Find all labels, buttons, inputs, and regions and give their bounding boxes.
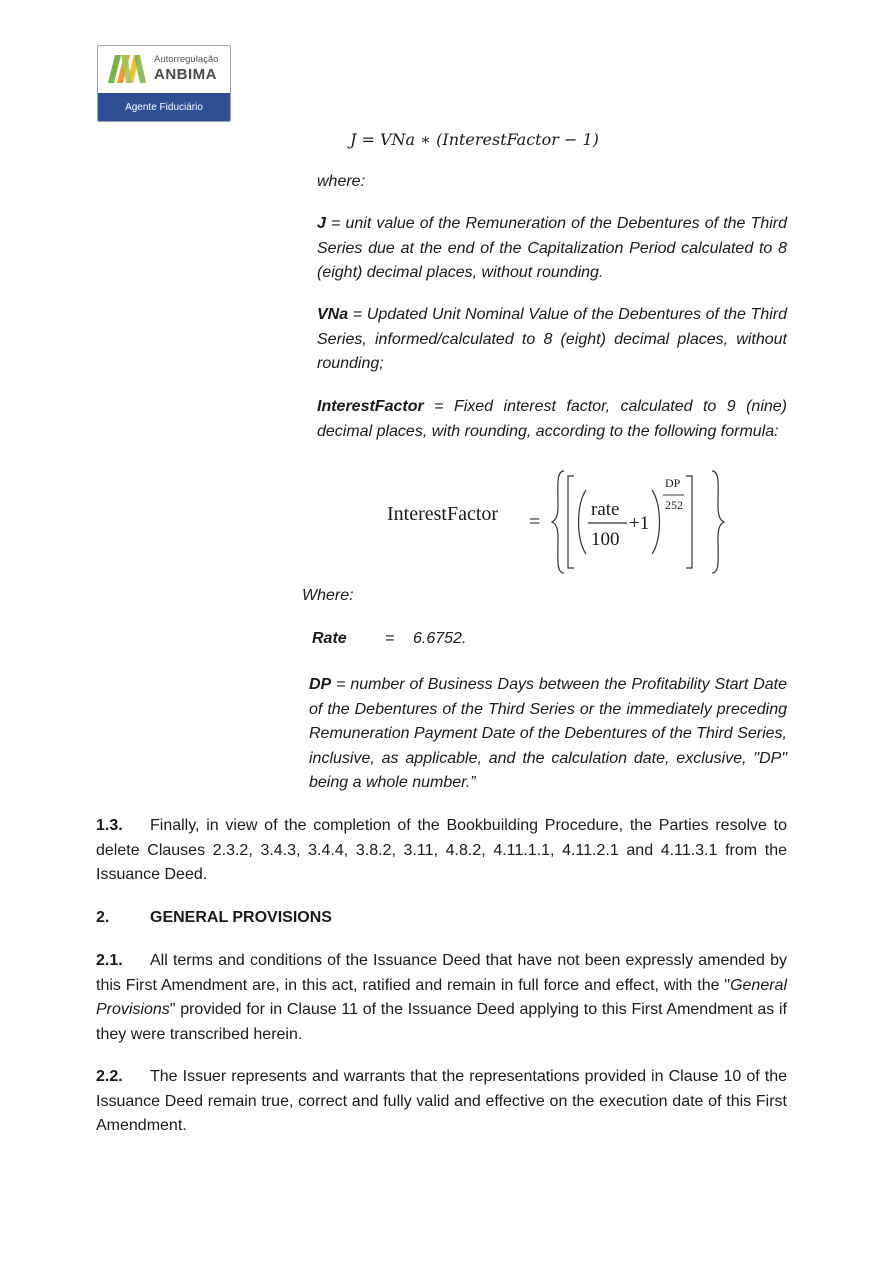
clause-2-2 xyxy=(96,1065,787,1139)
clause-1-3-text: Finally, in view of the completion of the Bookbuilding Procedure, the Parties resolve to delete Clauses 2.3.2, 3.4.3, 3.4.4, 3.8.2, 3.11, 4.8.2, 4.11.1.1, 4.11.2.1 and 4.11.3.1 from the Issuance Deed. xyxy=(96,817,787,883)
definition-j xyxy=(317,212,787,286)
formula-exp-numerator: DP xyxy=(665,476,681,490)
definition-vna-term: VNa xyxy=(317,306,349,323)
definition-j-term: J xyxy=(317,215,326,232)
clause-1-3 xyxy=(96,814,787,888)
clause-2-1-number: 2.1. xyxy=(96,952,123,969)
section-2-title: GENERAL PROVISIONS xyxy=(150,909,332,926)
definition-interest-term: InterestFactor xyxy=(317,398,424,415)
anbima-logo xyxy=(97,45,231,122)
clause-2-1-text-a: All terms and conditions of the Issuance Deed that have not been expressly amended by this First Amendment are, in this act, ratified and remain in full force and effect, with the " xyxy=(96,952,787,994)
definition-rate-term: Rate xyxy=(312,630,347,647)
clause-2-2-text: The Issuer represents and warrants that the representations provided in Clause 10 of the Issuance Deed remain true, correct and fully valid and effective on the execution date of this First Amendment. xyxy=(96,1068,787,1134)
clause-2-1-italic: General Provisions xyxy=(96,976,787,1018)
logo-bottom-bar: Agente Fiduciário xyxy=(98,93,230,122)
definition-rate-value: 6.6752. xyxy=(413,630,467,647)
definition-interest-factor xyxy=(317,395,787,444)
where-label-2: Where: xyxy=(302,587,354,604)
definition-interest-text: = Fixed interest factor, calculated to 9 (nine) decimal places, with rounding, according to the following formula: xyxy=(317,398,787,440)
clause-1-3-number: 1.3. xyxy=(96,817,123,834)
clause-2-1-text-b: " provided for in Clause 11 of the Issuance Deed applying to this First Amendment as if they were transcribed herein. xyxy=(96,1001,787,1043)
formula-numerator: rate xyxy=(591,499,620,520)
definition-rate xyxy=(312,627,347,652)
logo-top xyxy=(98,46,230,92)
formula-plus-one: +1 xyxy=(629,513,650,534)
definition-dp xyxy=(309,673,787,796)
formula-exp-denominator: 252 xyxy=(665,498,683,512)
clause-2-1 xyxy=(96,949,787,1047)
formula-denominator: 100 xyxy=(591,529,620,550)
formula-lhs: InterestFactor xyxy=(387,503,499,525)
definition-vna-text: = Updated Unit Nominal Value of the Debentures of the Third Series, informed/calculated to 8 (eight) decimal places, without rounding; xyxy=(317,306,787,372)
section-2-number: 2. xyxy=(96,909,110,926)
logo-small-text: Autorregulação xyxy=(154,54,219,65)
anbima-mark-icon xyxy=(108,55,146,83)
definition-j-text: = unit value of the Remuneration of the Debentures of the Third Series due at the end of the Capitalization Period calculated to 8 (eight) decimal places, without rounding. xyxy=(317,215,787,281)
formula-j: J = VNa ∗ (InterestFactor − 1) xyxy=(350,130,599,149)
definition-dp-term: DP xyxy=(309,676,332,693)
section-2-heading xyxy=(96,906,787,931)
definition-rate-equals: = xyxy=(385,630,395,647)
logo-brand-text: ANBIMA xyxy=(154,66,217,83)
definition-dp-text: = number of Business Days between the Profitability Start Date of the Debentures of the Third Series or the immediately preceding Remuneration Payment Date of the Debentures of the Third Series, inclusive, as applicable, and the calculation date, exclusive, "DP" being a whole number.” xyxy=(309,676,787,791)
definition-vna xyxy=(317,303,787,377)
interest-factor-formula xyxy=(380,468,730,578)
formula-equals: = xyxy=(529,511,541,533)
where-label-1: where: xyxy=(317,173,366,190)
clause-2-2-number: 2.2. xyxy=(96,1068,123,1085)
